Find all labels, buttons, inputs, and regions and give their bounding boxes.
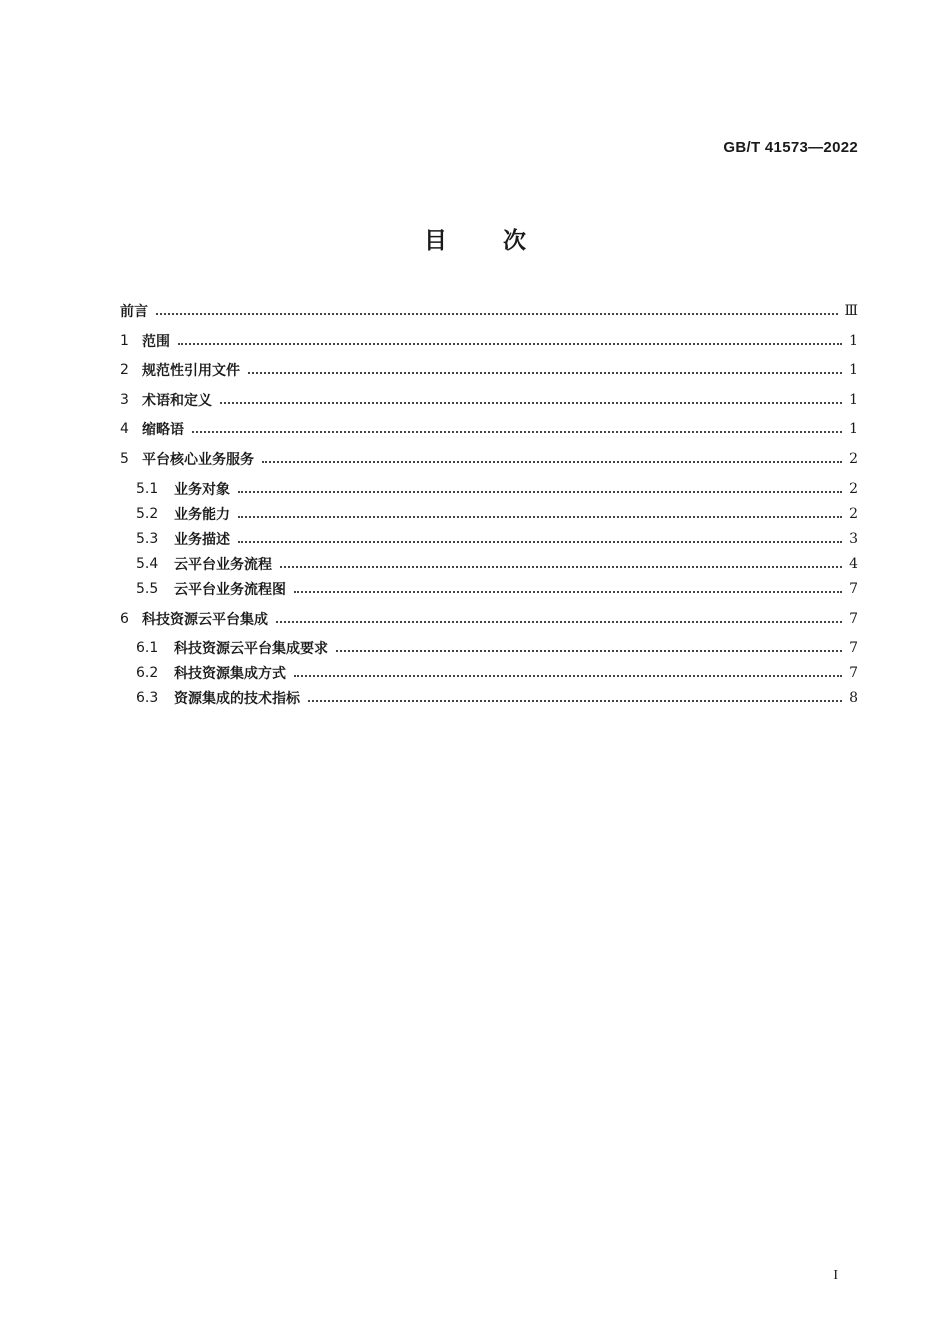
toc-entry-label: 云平台业务流程图 [174, 582, 286, 598]
toc-entry-page: 1 [849, 421, 858, 437]
toc-entry-label: 前言 [120, 304, 148, 320]
toc-entry[interactable] [120, 330, 858, 352]
toc-entry-page: 2 [849, 451, 858, 467]
toc-entry-label: 资源集成的技术指标 [174, 691, 300, 707]
toc-entry-label: 科技资源云平台集成要求 [174, 641, 328, 657]
dot-leader [262, 461, 842, 463]
dot-leader [294, 675, 842, 677]
toc-entry-label: 业务对象 [174, 482, 230, 498]
dot-leader [336, 650, 842, 652]
toc-entry[interactable] [136, 478, 858, 500]
toc-entry-page: 3 [849, 531, 858, 547]
toc-entry-page: 7 [849, 611, 858, 627]
toc-entry-number: 6.2 [136, 665, 159, 681]
toc-entry-page: 7 [849, 640, 858, 656]
toc-entry[interactable] [120, 448, 858, 470]
standard-code: GB/T 41573—2022 [723, 139, 858, 156]
toc-entry[interactable] [120, 300, 858, 322]
toc-entry-page: 1 [849, 333, 858, 349]
dot-leader [276, 621, 842, 623]
toc-entry-page: 2 [849, 481, 858, 497]
toc-entry-label: 科技资源云平台集成 [142, 612, 268, 628]
toc-entry-page: 7 [849, 665, 858, 681]
toc-entry-number: 6.3 [136, 690, 159, 706]
dot-leader [220, 402, 842, 404]
toc-entry[interactable] [120, 359, 858, 381]
toc-entry-number: 5.1 [136, 481, 159, 497]
toc-entry-number: 4 [120, 421, 129, 437]
toc-entry-number: 5.3 [136, 531, 159, 547]
toc-entry-number: 5.2 [136, 506, 159, 522]
dot-leader [156, 313, 838, 315]
toc-entry[interactable] [120, 418, 858, 440]
toc-entry-number: 3 [120, 392, 129, 408]
toc-entry-number: 5.5 [136, 581, 159, 597]
toc-entry-label: 术语和定义 [142, 393, 212, 409]
toc-entry-page: 1 [849, 392, 858, 408]
toc-entry-page: 7 [849, 581, 858, 597]
toc-entry[interactable] [136, 637, 858, 659]
toc-entry-number: 5 [120, 451, 129, 467]
toc-entry[interactable] [136, 578, 858, 600]
toc-entry[interactable] [136, 553, 858, 575]
dot-leader [238, 491, 842, 493]
toc-entry[interactable] [136, 662, 858, 684]
toc-entry-label: 平台核心业务服务 [142, 452, 254, 468]
toc-entry-number: 2 [120, 362, 129, 378]
toc-entry[interactable] [120, 389, 858, 411]
toc-entry-label: 范围 [142, 334, 170, 350]
toc-entry-number: 6.1 [136, 640, 159, 656]
toc-entry-label: 缩略语 [142, 422, 184, 438]
toc-entry-page: 2 [849, 506, 858, 522]
toc-entry-label: 云平台业务流程 [174, 557, 272, 573]
toc-entry-number: 1 [120, 333, 129, 349]
dot-leader [280, 566, 842, 568]
dot-leader [294, 591, 842, 593]
dot-leader [178, 343, 842, 345]
toc-entry[interactable] [136, 503, 858, 525]
toc-entry-page: 4 [849, 556, 858, 572]
toc-entry[interactable] [136, 528, 858, 550]
toc-entry-number: 5.4 [136, 556, 159, 572]
toc-entry-number: 6 [120, 611, 129, 627]
toc-entry-label: 规范性引用文件 [142, 363, 240, 379]
dot-leader [192, 431, 842, 433]
toc-entry-page: 1 [849, 362, 858, 378]
toc-entry-page: Ⅲ [844, 303, 858, 319]
page-title: 目次 [424, 228, 582, 254]
toc-entry-page: 8 [849, 690, 858, 706]
dot-leader [308, 700, 842, 702]
toc-entry[interactable] [136, 687, 858, 709]
page-number: I [833, 1268, 838, 1283]
dot-leader [238, 516, 842, 518]
dot-leader [238, 541, 842, 543]
toc-entry[interactable] [120, 608, 858, 630]
toc-entry-label: 业务能力 [174, 507, 230, 523]
toc-entry-label: 业务描述 [174, 532, 230, 548]
dot-leader [248, 372, 842, 374]
toc-entry-label: 科技资源集成方式 [174, 666, 286, 682]
